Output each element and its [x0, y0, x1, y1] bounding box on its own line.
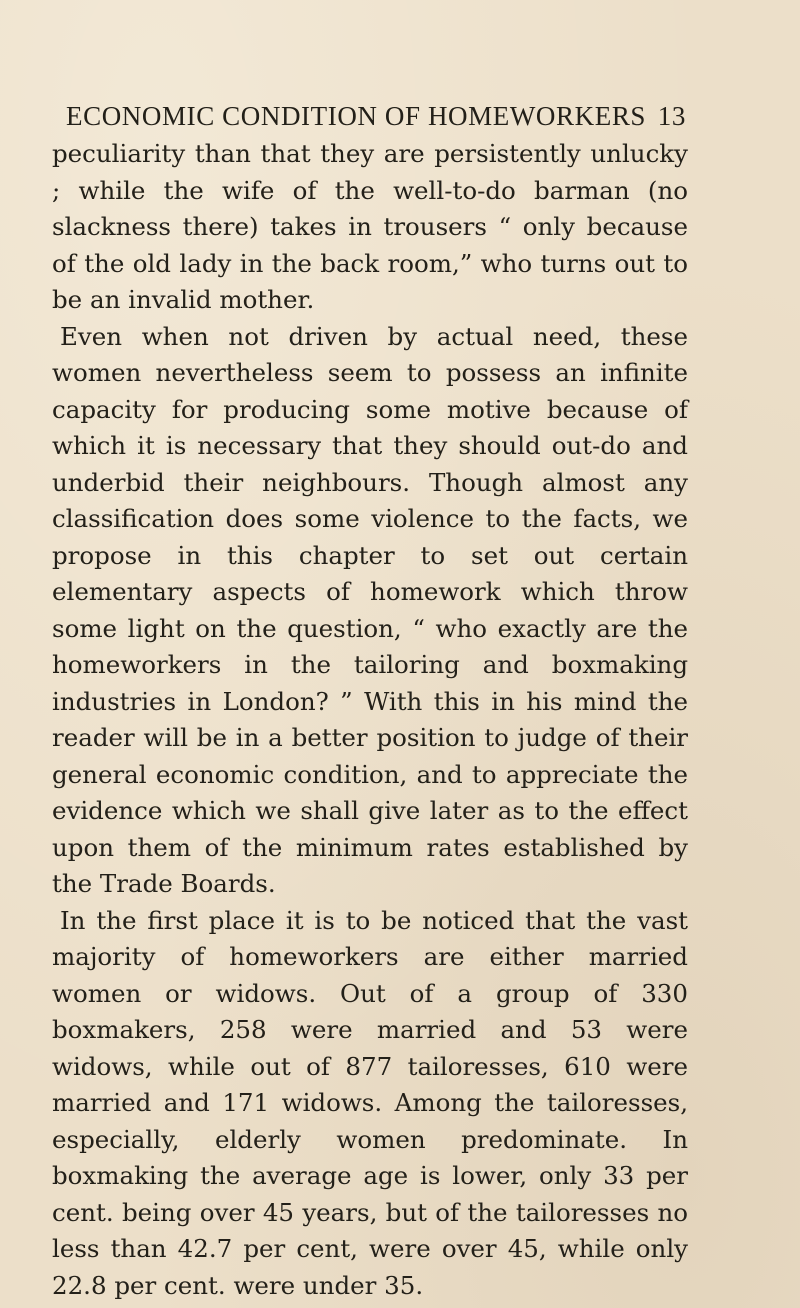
page-number: 13	[657, 101, 686, 131]
paragraph-statistics: In the first place it is to be noticed that the vast majority of homeworkers are either married women or widows. Out of a group of 330 boxmakers, 258 were married and 53 were widows, while out of 877 tailoresses, 610 were married and 171 widows. Among the tailoresses, especially, elderly women predominate. In boxmaking the average age is lower, only 33 per cent. being over 45 years, but of the tailoresses no less than 42.7 per cent, were over 45, while only 22.8 per cent. were under 35.	[52, 905, 688, 1300]
paragraph-motives: Even when not driven by actual need, these women nevertheless seem to possess an infinite capacity for producing some motive because of which it is necessary that they should out-do and underbid their neighbours. Though almost any classification does some violence to the facts, we propose in this chapter to set out certain elementary aspects of homework which throw some light on the question, “ who exactly are the homeworkers in the tailoring and boxmaking industries in London? ” With this in his mind the reader will be in a better position to judge of their general economic condition, and to appreciate the evidence which we shall give later as to the effect upon them of the minimum rates established by the Trade Boards.	[52, 321, 688, 898]
paragraph-continuation: peculiarity than that they are persistently unlucky ; while the wife of the well-to-do barman (no slackness there) takes in trousers “ only because of the old lady in the back room,” who turns out to be an invalid mother.	[52, 139, 688, 314]
running-header	[66, 101, 686, 132]
chapter-title: ECONOMIC CONDITION OF HOMEWORKERS	[66, 101, 647, 131]
body-text	[52, 136, 688, 1304]
